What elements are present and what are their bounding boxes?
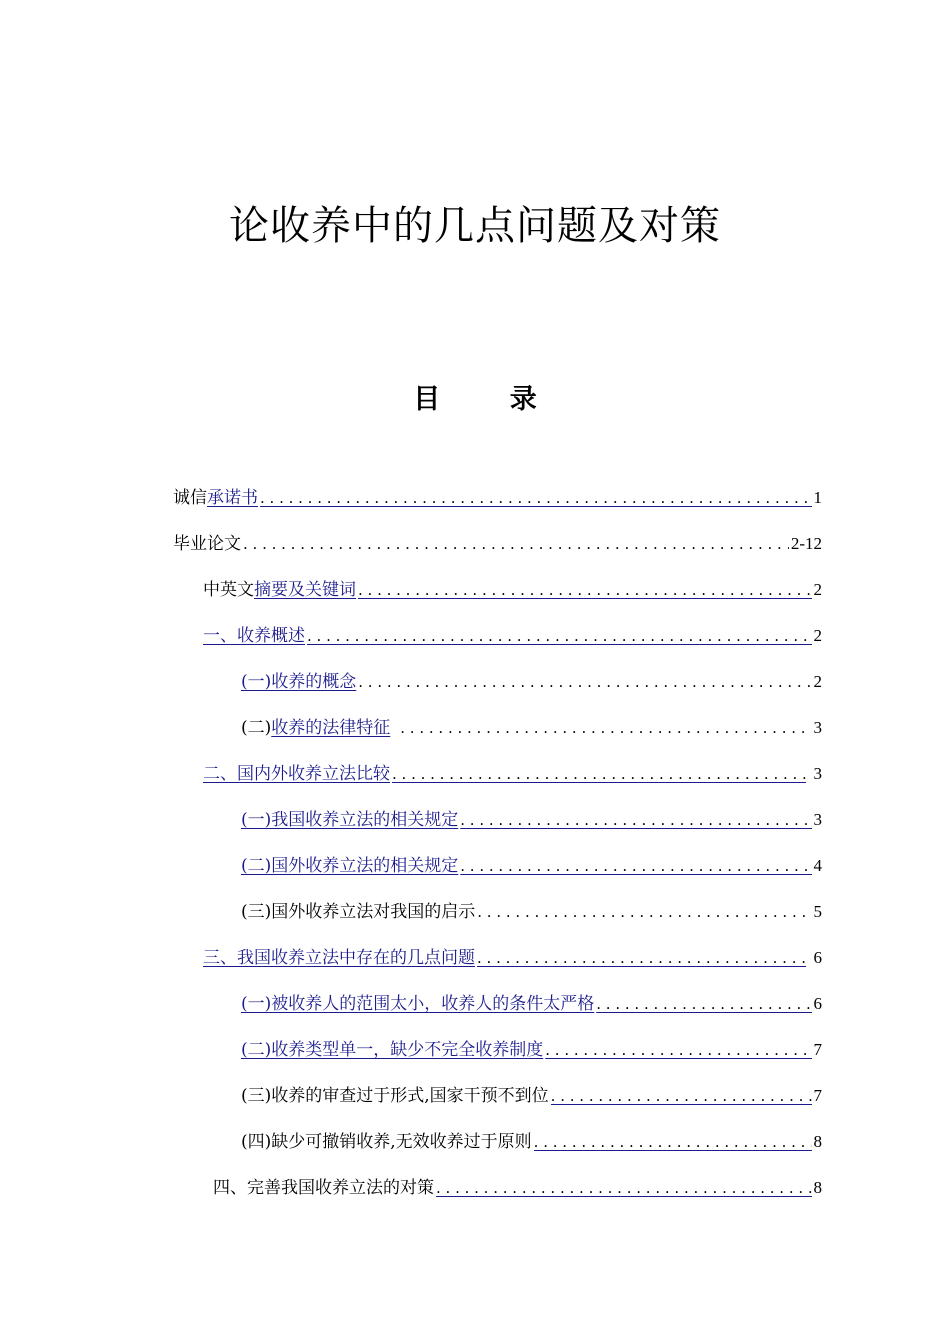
toc-entry-section-2[interactable] xyxy=(203,762,822,786)
toc-leader-dots xyxy=(307,624,812,648)
toc-page-number: 8 xyxy=(813,1132,822,1151)
toc-entry-section-3-2[interactable] xyxy=(241,1038,822,1062)
toc-entry-prefix: 中英文 xyxy=(203,580,254,600)
toc-leader-dots xyxy=(358,670,811,694)
toc-entry-section-3-4[interactable] xyxy=(241,1130,822,1154)
toc-leader-dots xyxy=(436,1176,812,1200)
toc-page-number: 2-12 xyxy=(790,534,822,553)
toc-entry-link[interactable]: (一)我国收养立法的相关规定 xyxy=(241,810,459,830)
toc-entry-section-1[interactable] xyxy=(203,624,822,648)
toc-leader-dots xyxy=(534,1130,812,1154)
toc-page-number: 2 xyxy=(813,626,822,645)
toc-leader-dots xyxy=(477,900,811,924)
toc-entry-link[interactable]: 收养的法律特征 xyxy=(271,718,391,738)
toc-leader-dots xyxy=(392,762,806,786)
toc-entry-section-3-3[interactable] xyxy=(241,1084,822,1108)
toc-entry-section-3[interactable] xyxy=(203,946,822,970)
toc-heading: 目 录 xyxy=(413,384,567,415)
toc-entry-prefix: 四、完善我国收养立法的对策 xyxy=(213,1178,434,1198)
toc-entry-section-1-2[interactable] xyxy=(241,716,822,740)
toc-entry-link[interactable]: (二)国外收养立法的相关规定 xyxy=(241,856,459,876)
toc-leader-dots xyxy=(400,716,811,740)
toc-entry-abstract[interactable] xyxy=(203,578,822,602)
toc-entry-link[interactable]: 三、我国收养立法中存在的几点问题 xyxy=(203,948,475,968)
toc-entry-prefix: (四)缺少可撤销收养,无效收养过于原则 xyxy=(241,1132,532,1152)
toc-entry-link[interactable]: (一)被收养人的范围太小，收养人的条件太严格 xyxy=(241,994,595,1014)
toc-entry-section-3-1[interactable] xyxy=(241,992,822,1016)
toc-entry-prefix: (三)收养的审查过于形式,国家干预不到位 xyxy=(241,1086,549,1106)
toc-page-number: 2 xyxy=(813,672,822,691)
toc-entry-prefix: 诚信 xyxy=(173,488,207,508)
toc-entry-link[interactable]: (二)收养类型单一，缺少不完全收养制度 xyxy=(241,1040,544,1060)
toc-leader-dots xyxy=(243,532,789,556)
toc-entry-prefix: 毕业论文 xyxy=(173,534,241,554)
toc-entry-prefix: (三)国外收养立法对我国的启示 xyxy=(241,902,476,922)
toc-leader-dots xyxy=(460,808,811,832)
toc-leader-dots xyxy=(358,578,812,602)
toc-page-number: 2 xyxy=(813,580,822,599)
toc-leader-dots xyxy=(477,946,806,970)
toc-page-number: 8 xyxy=(813,1178,822,1197)
toc-entry-link[interactable]: (一)收养的概念 xyxy=(241,672,357,692)
toc-entry-section-2-2[interactable] xyxy=(241,854,822,878)
toc-page-number: 7 xyxy=(813,1040,822,1059)
toc-entry-thesis xyxy=(173,532,822,556)
toc-entry-prefix: (二) xyxy=(241,718,272,738)
toc-page-number: 4 xyxy=(813,856,822,875)
toc-leader-dots xyxy=(460,854,811,878)
toc-page-number: 3 xyxy=(813,764,822,783)
toc-entry-link[interactable]: 一、收养概述 xyxy=(203,626,305,646)
toc-leader-dots xyxy=(545,1038,811,1062)
toc-entry-section-2-1[interactable] xyxy=(241,808,822,832)
toc-leader-dots xyxy=(596,992,811,1016)
toc-page-number: 5 xyxy=(813,902,822,921)
toc-entry-section-4[interactable] xyxy=(213,1176,822,1200)
toc-page-number: 6 xyxy=(813,994,822,1013)
toc-page-number: 3 xyxy=(813,810,822,829)
toc-page-number: 3 xyxy=(813,718,822,737)
toc-entry-link[interactable]: 二、国内外收养立法比较 xyxy=(203,764,390,784)
toc-entry-section-1-1[interactable] xyxy=(241,670,822,694)
toc-entry-link[interactable]: 摘要及关键词 xyxy=(254,580,356,600)
toc-entry-link[interactable]: 承诺书 xyxy=(207,488,258,508)
toc-page-number: 1 xyxy=(813,488,822,507)
toc-leader-dots xyxy=(260,486,812,510)
toc-leader-dots xyxy=(551,1084,812,1108)
toc-entry-integrity-pledge[interactable] xyxy=(173,486,822,510)
toc-page-number: 6 xyxy=(813,948,822,967)
toc-entry-section-2-3 xyxy=(241,900,822,924)
document-title: 论收养中的几点问题及对策 xyxy=(229,203,721,249)
toc-page-number: 7 xyxy=(813,1086,822,1105)
